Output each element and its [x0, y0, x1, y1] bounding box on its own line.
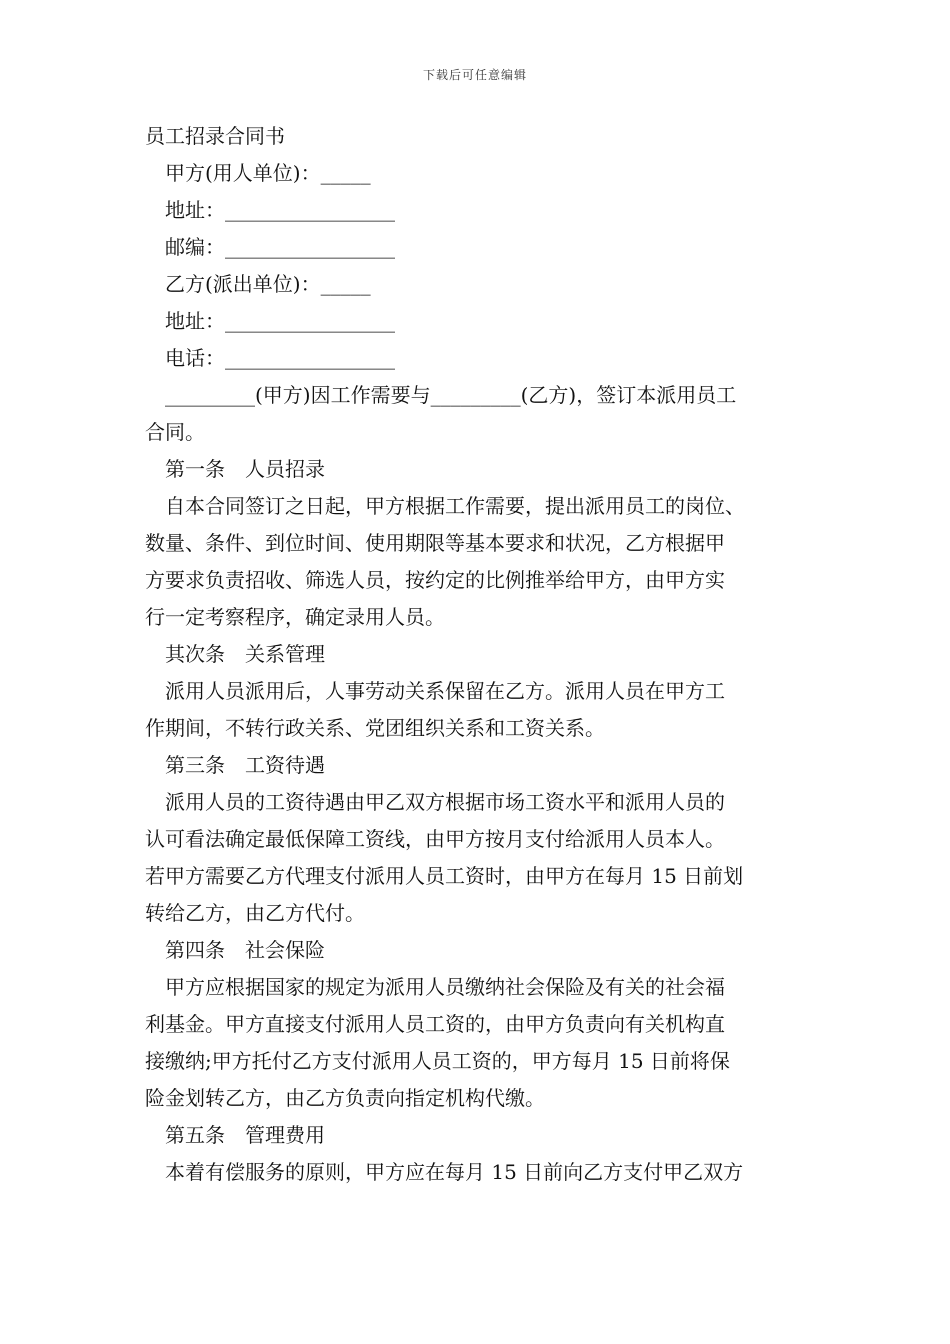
- text-line: 甲方(用人单位)：_____: [165, 161, 371, 185]
- text-line: 本着有偿服务的原则，甲方应在每月 15 日前向乙方支付甲乙双方: [165, 1160, 744, 1184]
- text-line: 作期间，不转行政关系、党团组织关系和工资关系。: [145, 716, 605, 740]
- text-line: 接缴纳;甲方托付乙方支付派用人员工资的，甲方每月 15 日前将保: [145, 1049, 730, 1073]
- text-line: 邮编：_________________: [165, 235, 395, 259]
- text-line: 电话：_________________: [165, 346, 395, 370]
- text-line: 自本合同签订之日起，甲方根据工作需要，提出派用员工的岗位、: [165, 494, 745, 518]
- text-line: 险金划转乙方，由乙方负责向指定机构代缴。: [145, 1086, 545, 1110]
- document-title: 员工招录合同书: [145, 124, 285, 148]
- text-line: 乙方(派出单位)：_____: [165, 272, 371, 296]
- text-line: 认可看法确定最低保障工资线，由甲方按月支付给派用人员本人。: [145, 827, 725, 851]
- text-line: 第三条 工资待遇: [165, 753, 325, 777]
- text-line: 转给乙方，由乙方代付。: [145, 901, 365, 925]
- text-line: 派用人员派用后，人事劳动关系保留在乙方。派用人员在甲方工: [165, 679, 725, 703]
- text-line: 数量、条件、到位时间、使用期限等基本要求和状况，乙方根据甲: [145, 531, 725, 555]
- text-line: 甲方应根据国家的规定为派用人员缴纳社会保险及有关的社会福: [165, 975, 725, 999]
- text-line: 派用人员的工资待遇由甲乙双方根据市场工资水平和派用人员的: [165, 790, 725, 814]
- text-line: 行一定考察程序，确定录用人员。: [145, 605, 445, 629]
- text-line: 利基金。甲方直接支付派用人员工资的，由甲方负责向有关机构直: [145, 1012, 725, 1036]
- text-line: 第五条 管理费用: [165, 1123, 325, 1147]
- text-line: 第四条 社会保险: [165, 938, 325, 962]
- header-note: 下载后可任意编辑: [422, 68, 527, 82]
- text-line: 地址：_________________: [165, 309, 395, 333]
- document-body: [145, 118, 825, 1191]
- text-line: 第一条 人员招录: [165, 457, 325, 481]
- text-line: 合同。: [145, 420, 205, 444]
- text-line: 其次条 关系管理: [165, 642, 325, 666]
- text-line: 方要求负责招收、筛选人员，按约定的比例推举给甲方，由甲方实: [145, 568, 725, 592]
- text-line: 若甲方需要乙方代理支付派用人员工资时，由甲方在每月 15 日前划: [145, 864, 744, 888]
- text-line: 地址：_________________: [165, 198, 395, 222]
- text-line: _________(甲方)因工作需要与_________(乙方)，签订本派用员工: [165, 383, 737, 407]
